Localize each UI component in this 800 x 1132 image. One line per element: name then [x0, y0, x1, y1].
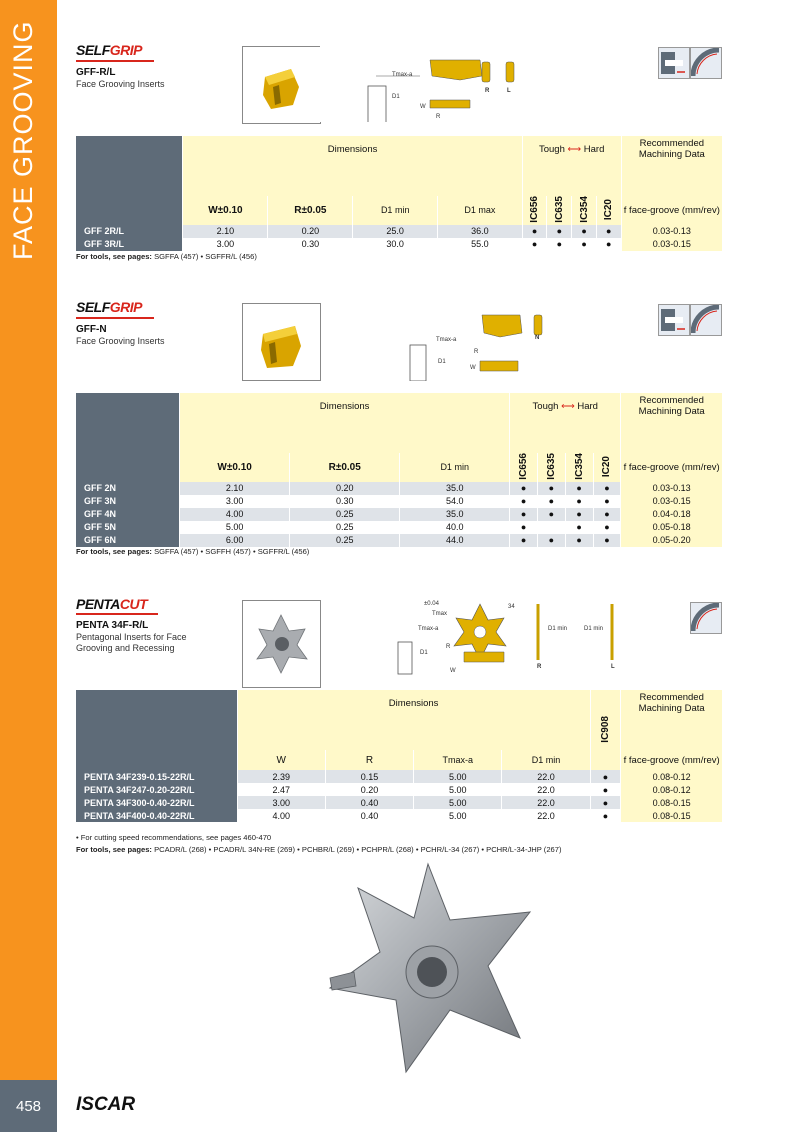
grade-ic354: IC354: [573, 453, 585, 480]
penta-insert-render: [310, 860, 550, 1075]
logo-underline: [76, 60, 154, 62]
pentacut-logo: PENTACUT: [76, 596, 148, 612]
grade-ic656: IC656: [518, 453, 530, 480]
dim-label: L: [507, 88, 511, 94]
insert-photo: [242, 46, 321, 124]
table-row: PENTA 34F300-0.40-22R/L 3.00 0.40 5.00 22.0 ● 0.08-0.15: [76, 796, 723, 809]
dim-label: W: [470, 365, 476, 371]
table-row: GFF 5N 5.00 0.25 40.0 ● ● ● 0.05-0.18: [76, 521, 723, 534]
grade-ic635: IC635: [545, 453, 557, 480]
logo-underline: [76, 317, 154, 319]
dim-label: D1: [438, 359, 446, 365]
feed-header: f face-groove (mm/rev): [621, 453, 723, 482]
col-w: W±0.10: [180, 453, 290, 482]
dim-label: L: [611, 664, 615, 670]
dim-label: N: [535, 335, 540, 341]
spec-table: [76, 690, 723, 822]
table-row: GFF 2N 2.10 0.20 35.0 ● ● ● ● 0.03-0.13: [76, 482, 723, 495]
table-row: PENTA 34F400-0.40-22R/L 4.00 0.40 5.00 22.0 ● 0.08-0.15: [76, 809, 723, 822]
dim-label: D1 min: [548, 626, 568, 632]
technical-drawing: [400, 305, 650, 381]
penta-insert-image: [243, 601, 320, 687]
insert-drawing: [400, 305, 650, 381]
penta-drawing: [380, 598, 660, 686]
product-code: PENTA 34F-R/L: [76, 620, 149, 631]
dim-label: W: [450, 668, 456, 674]
sidebar-title: FACE GROOVING: [8, 20, 38, 260]
col-d1min: D1 min: [353, 196, 438, 225]
col-tmax: Tmax-a: [414, 750, 502, 770]
insert-photo: [242, 600, 321, 688]
grade-ic20: IC20: [601, 455, 613, 477]
col-r: R±0.05: [268, 196, 353, 225]
dim-label: ±0.04: [424, 601, 439, 607]
table-row: GFF 2R/L 2.10 0.20 25.0 36.0 ● ● ● ● 0.03-0.13: [76, 225, 723, 238]
dim-label: R: [537, 664, 542, 670]
table-row: PENTA 34F239-0.15-22R/L 2.39 0.15 5.00 22.0 ● 0.08-0.12: [76, 770, 723, 783]
face-grooving-icon: [658, 304, 690, 336]
recommended-header: Recommended Machining Data: [621, 690, 723, 750]
insert-drawing: [320, 46, 650, 122]
technical-drawing: [320, 46, 650, 122]
product-code: GFF-R/L: [76, 67, 116, 78]
penta-insert-large-photo: [310, 860, 550, 1075]
tool-pages-note: For tools, see pages: SGFFA (457) • SGFFH (457) • SGFFR/L (456): [76, 547, 310, 556]
product-description: Pentagonal Inserts for Face Grooving and Recessing: [76, 632, 187, 653]
col-d1min: D1 min: [502, 750, 590, 770]
table-row: GFF 4N 4.00 0.25 35.0 ● ● ● ● 0.04-0.18: [76, 508, 723, 521]
recommended-header: Recommended Machining Data: [621, 393, 723, 453]
table-row: GFF 3N 3.00 0.30 54.0 ● ● ● ● 0.03-0.15: [76, 495, 723, 508]
tough-hard-header: Tough ⟷ Hard: [522, 136, 621, 196]
dimensions-header: Dimensions: [237, 690, 590, 750]
col-w: W±0.10: [183, 196, 268, 225]
product-code: GFF-N: [76, 324, 107, 335]
col-d1min: D1 min: [400, 453, 510, 482]
feed-header: f face-groove (mm/rev): [621, 750, 723, 770]
tough-hard-header: Tough ⟷ Hard: [510, 393, 621, 453]
dim-label: Tmax: [432, 611, 447, 617]
face-groove-arc-icon: [690, 47, 722, 79]
tool-pages-note: For tools, see pages: PCADR/L (268) • PCADR/L 34N-RE (269) • PCHBR/L (269) • PCHPR/L (268) • PCHR/L-34 (267) • PCHR/L-34-JHP (267): [76, 845, 562, 854]
technical-drawing: [380, 598, 660, 686]
gff-n-insert-image: [243, 304, 320, 380]
spec-table: [76, 136, 723, 251]
dim-label: D1: [392, 94, 400, 100]
grade-ic20: IC20: [603, 198, 615, 220]
col-w: W: [237, 750, 325, 770]
col-r: R±0.05: [290, 453, 400, 482]
gff-insert-image: [243, 47, 320, 123]
dim-label: Tmax-a: [436, 337, 457, 343]
brand-logo: ISCAR: [76, 1094, 136, 1115]
dim-label: W: [420, 104, 426, 110]
grade-ic908: IC908: [599, 715, 611, 743]
col-d1max: D1 max: [438, 196, 523, 225]
col-r: R: [325, 750, 413, 770]
dim-label: 34: [508, 604, 515, 610]
table-row: GFF 6N 6.00 0.25 44.0 ● ● ● ● 0.05-0.20: [76, 534, 723, 547]
spec-table: [76, 393, 723, 547]
table-row: GFF 3R/L 3.00 0.30 30.0 55.0 ● ● ● ● 0.03-0.15: [76, 238, 723, 251]
logo-underline: [76, 613, 158, 615]
dim-label: Tmax-a: [392, 72, 413, 78]
selfgrip-logo: SELFGRIP: [76, 42, 143, 58]
table-row: PENTA 34F247-0.20-22R/L 2.47 0.20 5.00 22.0 ● 0.08-0.12: [76, 783, 723, 796]
product-description: Face Grooving Inserts: [76, 79, 165, 89]
grade-ic635: IC635: [553, 196, 565, 223]
dim-label: R: [436, 114, 441, 120]
tool-pages-note: For tools, see pages: SGFFA (457) • SGFFR/L (456): [76, 252, 257, 261]
recommended-header: Recommended Machining Data: [621, 136, 722, 196]
insert-photo: [242, 303, 321, 381]
dim-label: R: [474, 349, 479, 355]
dim-label: D1 min: [584, 626, 604, 632]
face-groove-arc-icon: [690, 602, 722, 634]
grade-ic656: IC656: [529, 196, 541, 223]
dim-label: R: [446, 644, 451, 650]
feed-header: f face-groove (mm/rev): [621, 196, 722, 225]
product-description: Face Grooving Inserts: [76, 336, 165, 346]
speed-note: • For cutting speed recommendations, see pages 460-470: [76, 833, 272, 842]
face-groove-arc-icon: [690, 304, 722, 336]
grade-ic354: IC354: [578, 196, 590, 223]
page-number: 458: [0, 1080, 57, 1132]
dimensions-header: Dimensions: [180, 393, 510, 453]
dim-label: D1: [420, 650, 428, 656]
dim-label: Tmax-a: [418, 626, 439, 632]
dimensions-header: Dimensions: [183, 136, 522, 196]
selfgrip-logo: SELFGRIP: [76, 299, 143, 315]
dim-label: R: [485, 88, 490, 94]
sidebar: [0, 0, 57, 1132]
face-grooving-icon: [658, 47, 690, 79]
